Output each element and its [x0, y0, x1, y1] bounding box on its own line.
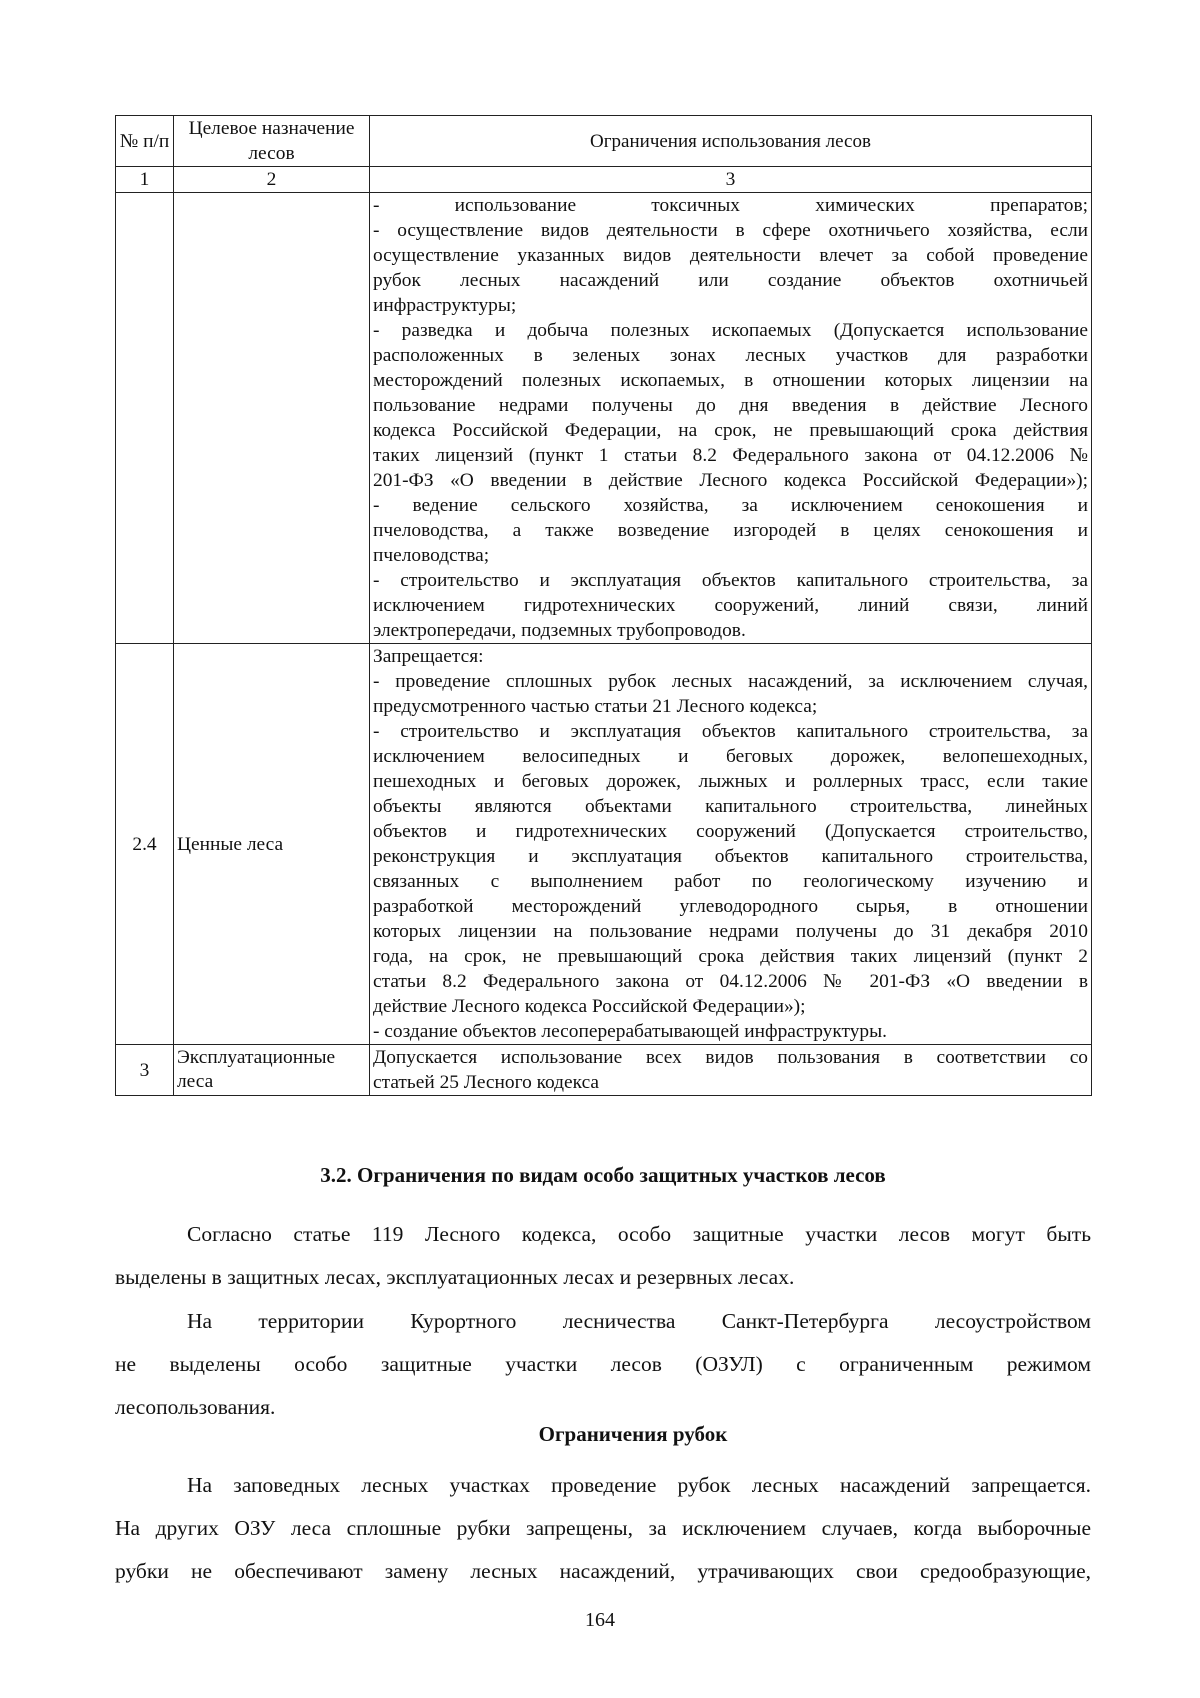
- header-purpose: Целевое назначение лесов: [174, 116, 370, 167]
- text-line: - разведка и добыча полезных ископаемых (Допускается использование: [373, 320, 1088, 341]
- paragraph: [115, 1300, 1091, 1429]
- text-line: пользование недрами получены до дня введения в действие Лесного: [373, 395, 1088, 416]
- text-line: кодекса Российской Федерации, на срок, не превышающий срока действия: [373, 420, 1088, 441]
- text-line: года, на срок, не превышающий срока действия таких лицензий (пункт 2: [373, 946, 1088, 967]
- text-line: исключением гидротехнических сооружений, линий связи, линий: [373, 595, 1088, 616]
- text-line: действие Лесного кодекса Российской Федерации»);: [373, 996, 806, 1017]
- text-line: которых лицензии на пользование недрами получены до 31 декабря 2010: [373, 921, 1088, 942]
- text-line: - строительство и эксплуатация объектов капитального строительства, за: [373, 570, 1088, 591]
- text-line: На других ОЗУ леса сплошные рубки запрещены, за исключением случаев, когда выборочные: [115, 1516, 1091, 1540]
- text-line: не выделены особо защитные участки лесов (ОЗУЛ) с ограниченным режимом: [115, 1352, 1091, 1376]
- text-line: электропередачи, подземных трубопроводов.: [373, 620, 746, 641]
- column-index: 3: [370, 167, 1092, 193]
- subheading: Ограничения рубок: [538, 1422, 728, 1446]
- text-line: исключением велосипедных и беговых дорожек, велопешеходных,: [373, 746, 1088, 767]
- row-restrictions: [370, 1045, 1092, 1096]
- text-line: пешеходных и беговых дорожек, лыжных и роллерных трасс, если такие: [373, 771, 1088, 792]
- page-number: 164: [585, 1609, 615, 1631]
- text-line: осуществление указанных видов деятельности влечет за собой проведение: [373, 245, 1088, 266]
- text-line: статьей 25 Лесного кодекса: [373, 1072, 600, 1093]
- text-line: пчеловодства, а также возведение изгородей в целях сенокошения и: [373, 520, 1088, 541]
- text-line: - проведение сплошных рубок лесных насаждений, за исключением случая,: [373, 671, 1088, 692]
- header-restrictions: Ограничения использования лесов: [370, 116, 1092, 167]
- text-line: - использование токсичных химических препаратов;: [373, 195, 1088, 216]
- text-line: - осуществление видов деятельности в сфере охотничьего хозяйства, если: [373, 220, 1088, 241]
- text-line: - создание объектов лесоперерабатывающей инфраструктуры.: [373, 1021, 887, 1042]
- paragraph: [115, 1464, 1091, 1593]
- row-number: 2.4: [116, 644, 174, 1045]
- text-line: предусмотренного частью статьи 21 Лесного кодекса;: [373, 696, 818, 717]
- row-purpose: [174, 193, 370, 644]
- text-line: разработкой месторождений углеводородного сырья, в отношении: [373, 896, 1088, 917]
- text-line: - ведение сельского хозяйства, за исключением сенокошения и: [373, 495, 1088, 516]
- text-line: 201-ФЗ «О введении в действие Лесного кодекса Российской Федерации»);: [373, 470, 1088, 491]
- text-line: рубки не обеспечивают замену лесных насаждений, утрачивающих свои средообразующие,: [115, 1559, 1091, 1583]
- text-line: Согласно статье 119 Лесного кодекса, особо защитные участки лесов могут быть: [187, 1222, 1091, 1246]
- row-restrictions: [370, 193, 1092, 644]
- text-line: выделены в защитных лесах, эксплуатационных лесах и резервных лесах.: [115, 1265, 795, 1289]
- text-line: реконструкция и эксплуатация объектов капитального строительства,: [373, 846, 1088, 867]
- column-index: 1: [116, 167, 174, 193]
- forest-restrictions-table: [115, 115, 1092, 1096]
- text-line: статьи 8.2 Федерального закона от 04.12.2006 № 201-ФЗ «О введении в: [373, 971, 1088, 992]
- column-index-row: [116, 167, 1092, 193]
- text-line: На территории Курортного лесничества Санкт-Петербурга лесоустройством: [187, 1309, 1091, 1333]
- row-purpose: Эксплуатационные леса: [174, 1045, 370, 1096]
- text-line: - строительство и эксплуатация объектов капитального строительства, за: [373, 721, 1088, 742]
- text-line: месторождений полезных ископаемых, в отношении которых лицензии на: [373, 370, 1088, 391]
- table-row: [116, 644, 1092, 1045]
- text-line: Допускается использование всех видов пользования в соответствии со: [373, 1047, 1088, 1068]
- text-line: На заповедных лесных участках проведение рубок лесных насаждений запрещается.: [187, 1473, 1091, 1497]
- header-number: № п/п: [116, 116, 174, 167]
- text-line: объектов и гидротехнических сооружений (Допускается строительство,: [373, 821, 1088, 842]
- row-number: [116, 193, 174, 644]
- table-row: [116, 193, 1092, 644]
- section-heading: 3.2. Ограничения по видам особо защитных участков лесов: [320, 1163, 886, 1187]
- text-line: расположенных в зеленых зонах лесных участков для разработки: [373, 345, 1088, 366]
- table-row: [116, 1045, 1092, 1096]
- row-number: 3: [116, 1045, 174, 1096]
- row-restrictions: [370, 644, 1092, 1045]
- text-line: лесопользования.: [115, 1395, 276, 1419]
- paragraph: [115, 1213, 1091, 1299]
- row-purpose: Ценные леса: [174, 644, 370, 1045]
- text-line: пчеловодства;: [373, 545, 490, 566]
- text-line: таких лицензий (пункт 1 статьи 8.2 Федерального закона от 04.12.2006 №: [373, 445, 1088, 466]
- text-line: инфраструктуры;: [373, 295, 517, 316]
- text-line: рубок лесных насаждений или создание объектов охотничьей: [373, 270, 1088, 291]
- text-line: объекты являются объектами капитального строительства, линейных: [373, 796, 1088, 817]
- table-header-row: [116, 116, 1092, 167]
- column-index: 2: [174, 167, 370, 193]
- text-line: связанных с выполнением работ по геологическому изучению и: [373, 871, 1088, 892]
- text-line: Запрещается:: [373, 646, 484, 667]
